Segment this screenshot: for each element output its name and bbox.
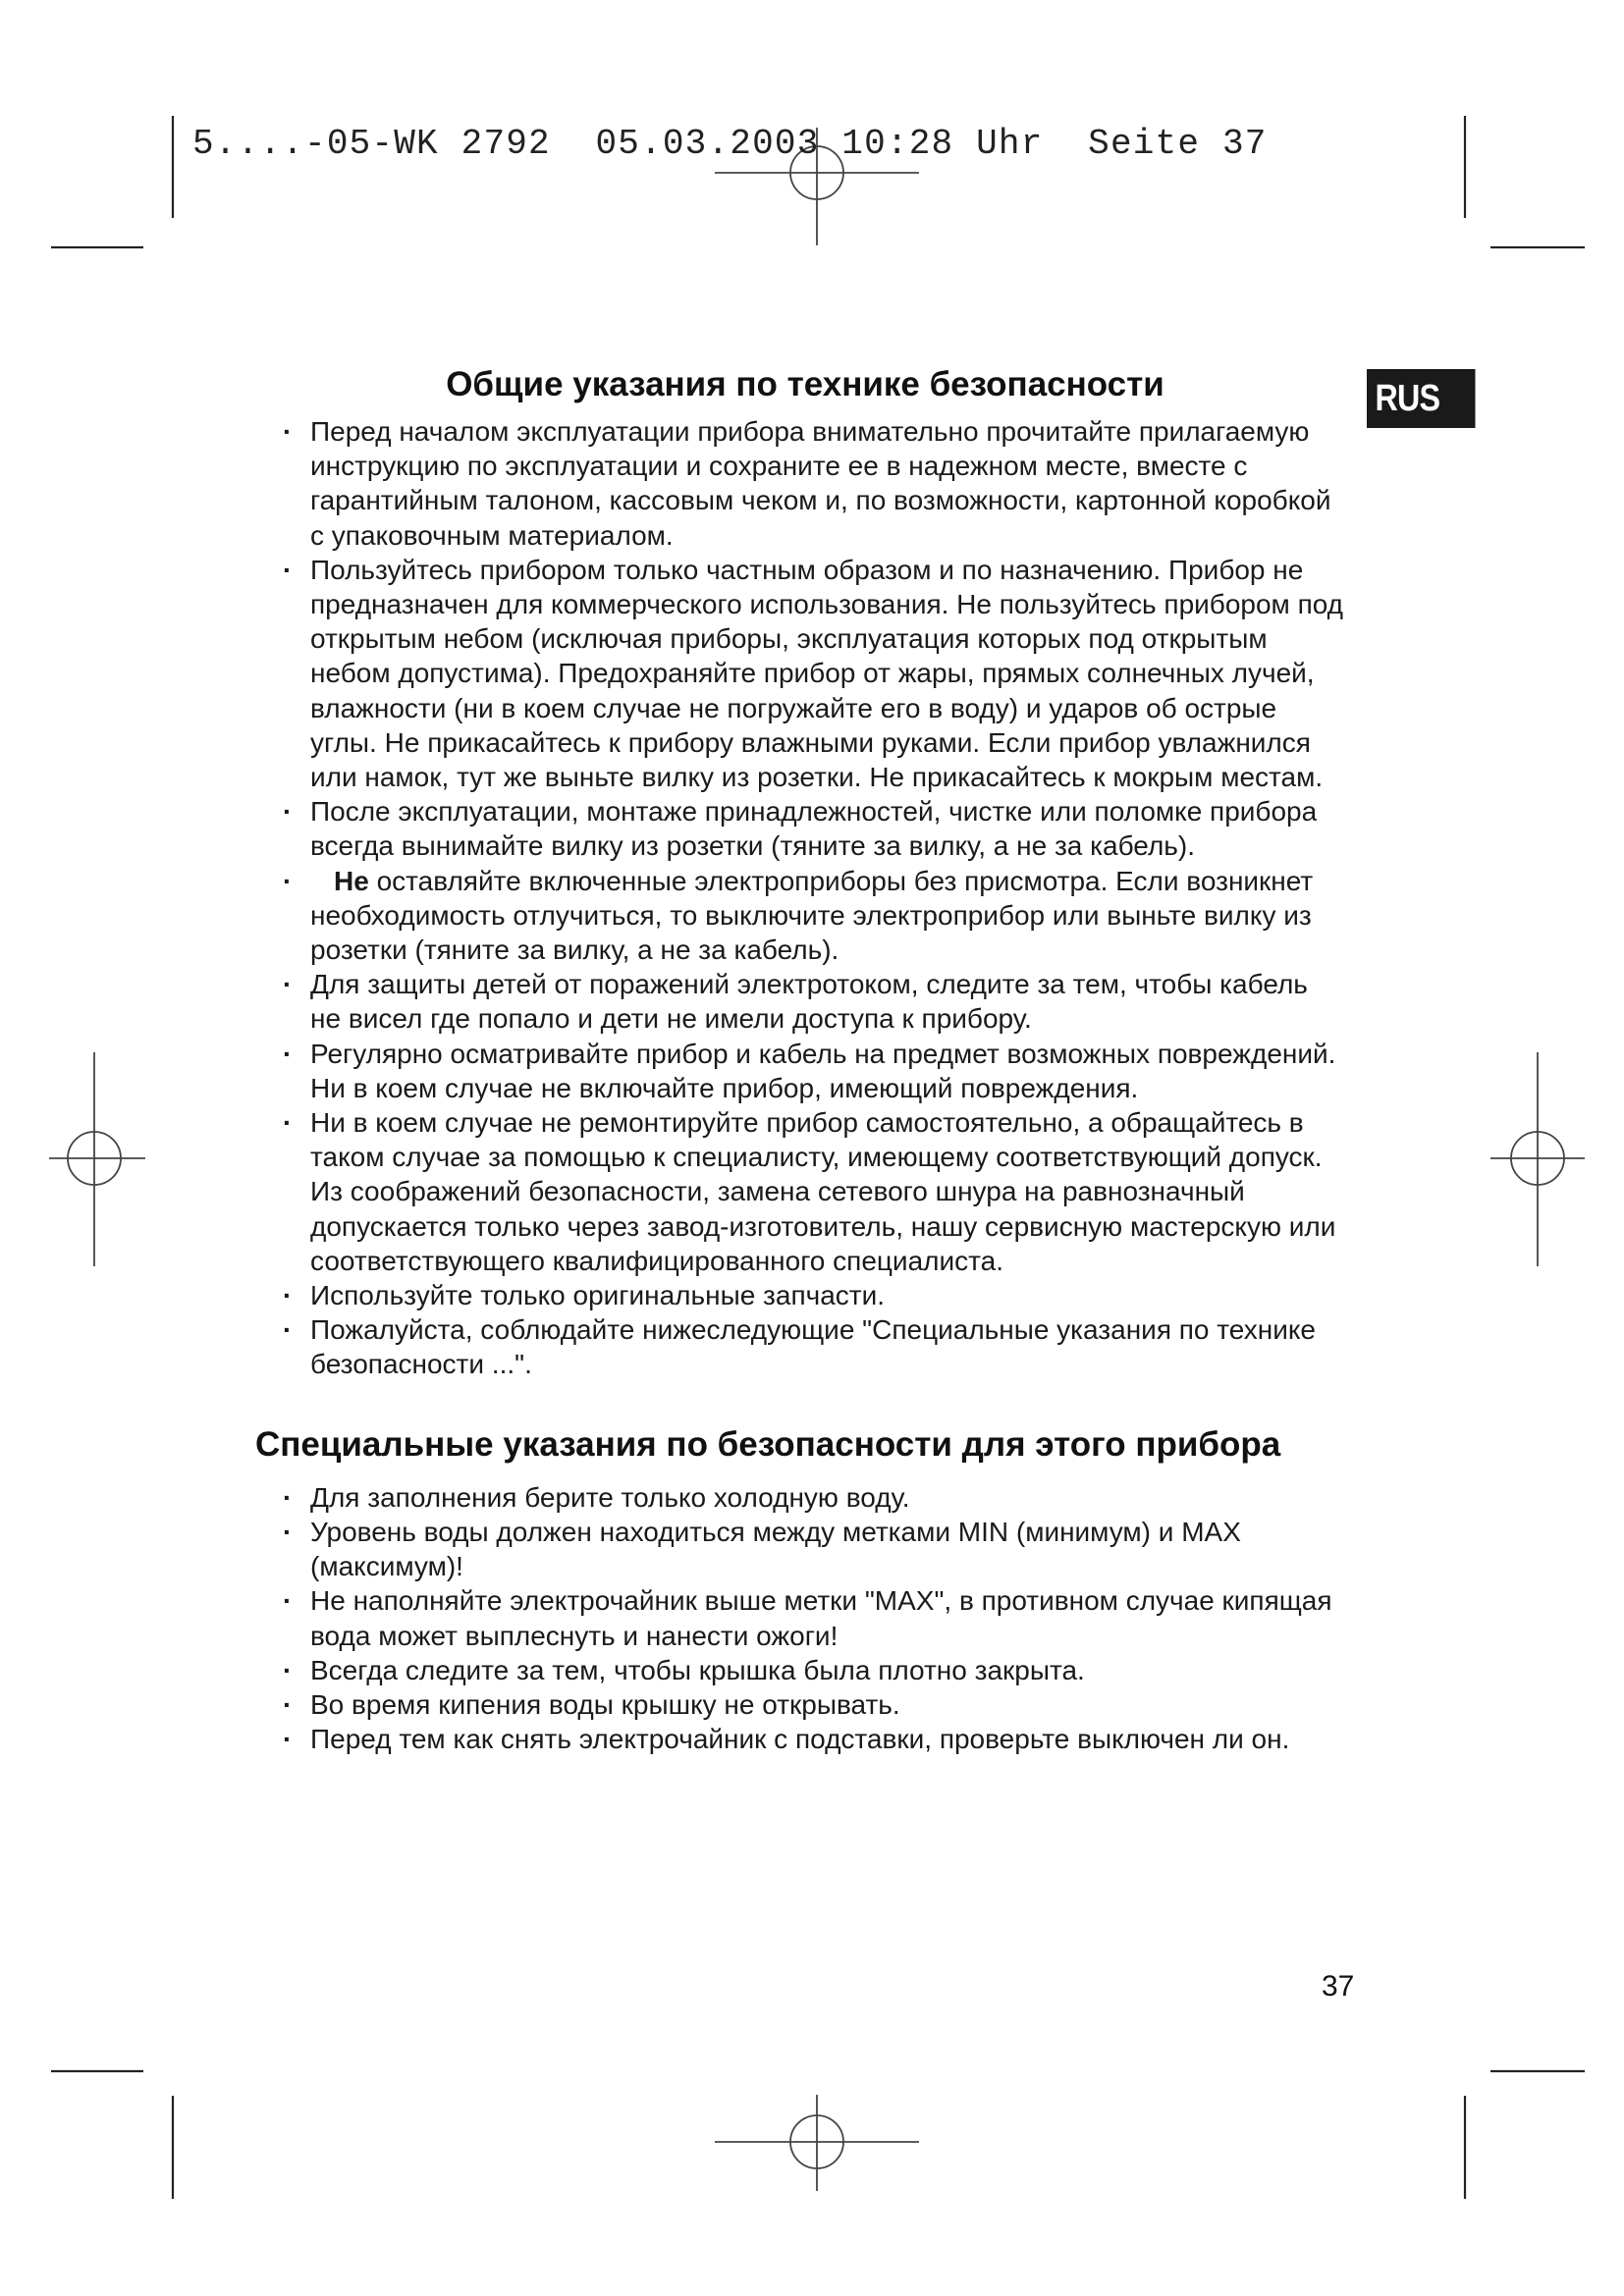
list-item: · Во время кипения воды крышку не открывать. [255,1687,1345,1722]
bullet-icon: · [283,554,293,585]
bullet-icon: · [283,1654,293,1685]
page-number: 37 [1322,1970,1355,2002]
list-item: · Используйте только оригинальные запчасти. [255,1278,1345,1312]
list-item: · После эксплуатации, монтаже принадлежностей, чистке или поломке прибора всегда вынимайте вилку из розетки (тяните за вилку, а не за кабель). [283,796,1318,862]
list-item: · Для заполнения берите только холодную воду. [255,1480,1345,1515]
list-item: · Всегда следите за тем, чтобы крышка была плотно закрыта. [255,1653,1345,1687]
general-safety-list [255,414,1345,1382]
bullet-icon: · [283,1481,293,1513]
list-item: · Перед тем как снять электрочайник с подставки, проверьте выключен ли он. [255,1722,1345,1756]
bullet-icon: · [283,1280,293,1311]
list-item: · Перед началом эксплуатации прибора внимательно прочитайте прилагаемую инструкцию по эксплуатации и сохраните ее в надежном месте, вместе с гарантийным талоном, кассовым чеком и, по возможности, картонной коробкой с упаковочным материалом. [283,416,1331,551]
bullet-icon: · [283,1585,293,1617]
list-item: · Не наполняйте электрочайник выше метки "MAX", в противном случае кипящая вода может выплеснуть и нанести ожоги! [283,1585,1332,1651]
bullet-icon: · [283,1107,293,1139]
bullet-icon: · [283,1688,293,1720]
list-item: · Для защиты детей от поражений электротоком, следите за тем, чтобы кабель не висел где попало и дети не имели доступа к прибору. [283,969,1308,1035]
list-item: · Ни в коем случае не ремонтируйте прибор самостоятельно, а обращайтесь в таком случае за помощью к специалисту, имеющему соответствующий допуск. Из соображений безопасности, замена сетевого шнура на равнозначный допускается только через завод-изготовитель, нашу сервисную мастерскую или соответствующего квалифицированного специалиста. [283,1107,1336,1276]
list-item: · Уровень воды должен находиться между метками MIN (минимум) и MAX (максимум)! [283,1516,1241,1582]
section-title-special: Специальные указания по безопасности для этого прибора [255,1424,1281,1464]
print-header: 5....-05-WK 2792 05.03.2003 10:28 Uhr Seite 37 [192,124,1268,164]
bullet-icon: · [283,1314,293,1346]
list-item: · Регулярно осматривайте прибор и кабель на предмет возможных повреждений. Ни в коем случае не включайте прибор, имеющий повреждения. [283,1038,1336,1103]
bullet-icon: · [283,1724,293,1755]
emphasis-text: Не [334,865,369,896]
main-content [255,363,1345,1756]
section-title-general: Общие указания по технике безопасности [446,365,1164,403]
language-badge: RUS [1367,369,1476,428]
list-item: · Пользуйтесь прибором только частным образом и по назначению. Прибор не предназначен для коммерческого использования. Не пользуйтесь прибором под открытым небом (исключая приборы, эксплуатация которых под открытым небом допустима). Предохраняйте прибор от жары, прямых солнечных лучей, влажности (ни в коем случае не погружайте его в воду) и ударов об острые углы. Не прикасайтесь к прибору влажными руками. Если прибор увлажнился или намок, тут же выньте вилку из розетки. Не прикасайтесь к мокрым местам. [283,554,1344,793]
device-safety-list [255,1480,1345,1757]
bullet-icon: · [283,796,293,828]
bullet-icon: · [283,1038,293,1069]
bullet-icon: · [283,865,293,896]
bullet-icon: · [283,1516,293,1547]
bullet-icon: · [283,416,293,447]
bullet-icon: · [283,969,293,1000]
list-item: · Пожалуйста, соблюдайте нижеследующие "Специальные указания по технике безопасности ...". [283,1314,1316,1380]
list-item: · Не оставляйте включенные электроприборы без присмотра. Если возникнет необходимость отлучиться, то выключите электроприбор или выньте вилку из розетки (тяните за вилку, а не за кабель). [283,865,1314,966]
